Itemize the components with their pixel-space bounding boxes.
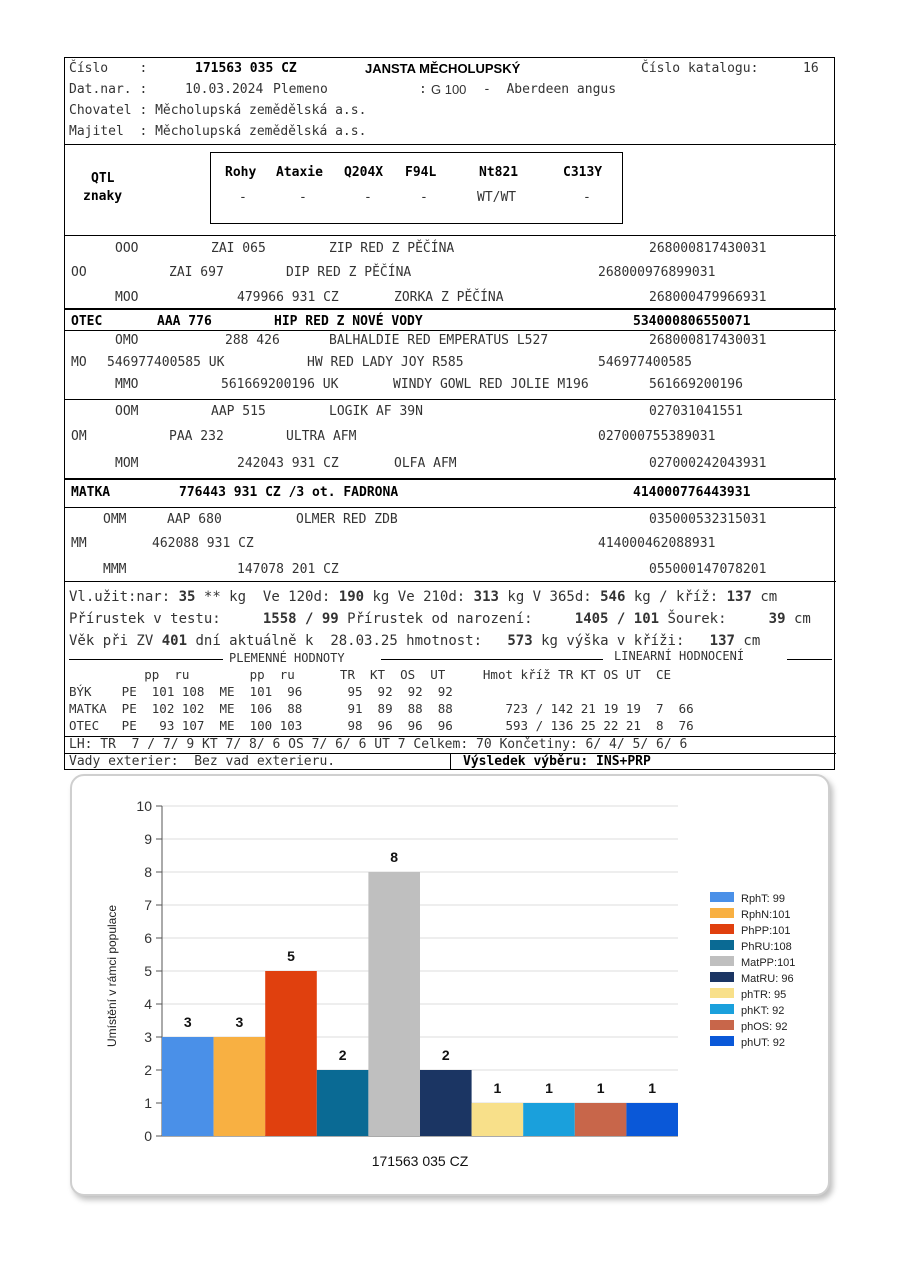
ped-mmm-id: 147078 201 CZ xyxy=(237,562,339,577)
ped-mom-num: 027000242043931 xyxy=(649,456,767,471)
vysledek-vyberu: Výsledek výběru: INS+PRP xyxy=(463,754,651,769)
breeding-card xyxy=(64,57,835,770)
bar xyxy=(214,1037,266,1136)
ped-moo-code: MOO xyxy=(115,290,139,305)
cislo-value: 171563 035 CZ xyxy=(195,61,297,76)
ped-mmm-code: MMM xyxy=(103,562,127,577)
matka-id: 776443 931 CZ /3 ot. FADRONA xyxy=(179,485,399,500)
legend-swatch xyxy=(710,892,734,902)
ped-mo-num: 546977400585 xyxy=(598,355,692,370)
legend-swatch xyxy=(710,972,734,982)
ped-oo-name: DIP RED Z PĚČÍNA xyxy=(286,265,412,280)
plemenne-hodnoty-title: PLEMENNÉ HODNOTY xyxy=(229,651,345,665)
plemeno-sep: : xyxy=(419,82,427,97)
legend-swatch xyxy=(710,1004,734,1014)
ped-mmo-id: 561669200196 UK xyxy=(221,377,339,392)
ped-oo-id: ZAI 697 xyxy=(169,265,224,280)
qtl-header-f94l: F94L xyxy=(405,165,437,180)
ped-omo-name: BALHALDIE RED EMPERATUS L527 xyxy=(329,333,549,348)
qtl-header-q204x: Q204X xyxy=(344,165,384,180)
legend-label: PhPP:101 xyxy=(741,925,791,937)
qtl-value-f94l: - xyxy=(420,190,428,205)
ped-mmm-num: 055000147078201 xyxy=(649,562,767,577)
matka-num: 414000776443931 xyxy=(633,485,751,500)
ped-mom-id: 242043 931 CZ xyxy=(237,456,339,471)
lh-line: LH: TR 7 / 7/ 9 KT 7/ 8/ 6 OS 7/ 6/ 6 UT 7 Celkem: 70 Končetiny: 6/ 4/ 5/ 6/ 6 xyxy=(69,737,688,752)
animal-name: JANSTA MĚCHOLUPSKÝ xyxy=(365,61,521,76)
vady-exterier: Vady exterier: Bez vad exterieru. xyxy=(69,754,336,769)
qtl-value-q204x: - xyxy=(364,190,372,205)
legend-label: phOS: 92 xyxy=(741,1021,788,1033)
ped-omo-num: 268000817430031 xyxy=(649,333,767,348)
y-tick-label: 10 xyxy=(136,798,152,814)
data-label: 2 xyxy=(441,1047,450,1063)
ped-mmo-num: 561669200196 xyxy=(649,377,743,392)
ped-ooo-num: 268000817430031 xyxy=(649,241,767,256)
y-tick-label: 8 xyxy=(144,864,152,880)
y-axis-label: Umístění v rámci populace xyxy=(105,904,119,1048)
ped-om-code: OM xyxy=(71,429,87,444)
linearni-hodnoceni-title: LINEARNÍ HODNOCENÍ xyxy=(614,649,745,663)
qtl-header-ataxie: Ataxie xyxy=(276,165,323,180)
ped-mmo-name: WINDY GOWL RED JOLIE M196 xyxy=(393,377,589,392)
ped-mm-code: MM xyxy=(71,536,87,551)
ped-omm-name: OLMER RED ZDB xyxy=(296,512,398,527)
values-row-matka: MATKA PE 102 102 ME 106 88 91 89 88 88 723 / 142 21 19 19 7 66 xyxy=(69,701,694,716)
y-tick-label: 9 xyxy=(144,831,152,847)
y-tick-label: 1 xyxy=(144,1095,152,1111)
performance-line-2: Přírustek v testu: 1558 / 99 Přírustek od narození: 1405 / 101 Šourek: 39 cm xyxy=(69,611,811,627)
ped-oom-num: 027031041551 xyxy=(649,404,743,419)
ped-omo-id: 288 426 xyxy=(225,333,280,348)
qtl-header-c313y: C313Y xyxy=(563,165,603,180)
ped-oom-id: AAP 515 xyxy=(211,404,266,419)
plemeno-name: - Aberdeen angus xyxy=(483,82,617,97)
bar xyxy=(575,1103,627,1136)
chart-frame xyxy=(70,774,830,1196)
ped-oo-code: OO xyxy=(71,265,87,280)
data-label: 1 xyxy=(545,1080,553,1096)
ped-mo-name: HW RED LADY JOY R585 xyxy=(307,355,464,370)
data-label: 1 xyxy=(648,1080,657,1096)
cislo-label: Číslo : xyxy=(69,61,148,76)
qtl-header-rohy: Rohy xyxy=(225,165,257,180)
katalog-value: 16 xyxy=(803,61,819,76)
bar xyxy=(420,1070,472,1136)
ped-mom-code: MOM xyxy=(115,456,139,471)
bar xyxy=(317,1070,369,1136)
katalog-label: Číslo katalogu: xyxy=(641,61,759,76)
legend-swatch xyxy=(710,940,734,950)
ped-om-id: PAA 232 xyxy=(169,429,224,444)
majitel: Majitel : Měcholupská zemědělská a.s. xyxy=(69,124,367,139)
bar xyxy=(472,1103,524,1136)
ped-mm-id: 462088 931 CZ xyxy=(152,536,254,551)
legend-label: PhRU:108 xyxy=(741,941,792,953)
legend-label: RphN:101 xyxy=(741,909,791,921)
values-row-otec: OTEC PE 93 107 ME 100 103 98 96 96 96 593 / 136 25 22 21 8 76 xyxy=(69,718,694,733)
performance-line-3: Věk při ZV 401 dní aktuálně k 28.03.25 hmotnost: 573 kg výška v kříži: 137 cm xyxy=(69,633,761,649)
qtl-value-rohy: - xyxy=(239,190,247,205)
values-header: pp ru pp ru TR KT OS UT Hmot kříž TR KT OS UT CE xyxy=(69,667,672,682)
ped-moo-num: 268000479966931 xyxy=(649,290,767,305)
ped-mm-num: 414000462088931 xyxy=(598,536,716,551)
ped-omm-id: AAP 680 xyxy=(167,512,222,527)
legend-swatch xyxy=(710,924,734,934)
data-label: 1 xyxy=(596,1080,605,1096)
y-tick-label: 4 xyxy=(144,996,152,1012)
data-label: 5 xyxy=(287,948,295,964)
values-row-byk: BÝK PE 101 108 ME 101 96 95 92 92 92 xyxy=(69,684,453,699)
bar xyxy=(523,1103,575,1136)
bar xyxy=(265,971,317,1136)
qtl-value-nt821: WT/WT xyxy=(477,190,517,205)
datnar-value: 10.03.2024 xyxy=(185,82,264,97)
legend-label: phTR: 95 xyxy=(741,989,787,1001)
ped-omm-num: 035000532315031 xyxy=(649,512,767,527)
bar xyxy=(626,1103,678,1136)
qtl-znaky-label: znaky xyxy=(83,189,123,204)
otec-code: OTEC xyxy=(71,314,103,329)
bar xyxy=(162,1037,214,1136)
otec-id: AAA 776 xyxy=(157,314,212,329)
y-tick-label: 6 xyxy=(144,930,152,946)
legend-label: RphT: 99 xyxy=(741,893,786,905)
qtl-value-c313y: - xyxy=(583,190,591,205)
y-tick-label: 7 xyxy=(144,897,152,913)
ped-omo-code: OMO xyxy=(115,333,139,348)
bar-chart xyxy=(72,776,828,1194)
legend-swatch xyxy=(710,1036,734,1046)
data-label: 2 xyxy=(338,1047,347,1063)
ped-om-name: ULTRA AFM xyxy=(286,429,357,444)
ped-ooo-id: ZAI 065 xyxy=(211,241,266,256)
x-axis-label: 171563 035 CZ xyxy=(371,1153,469,1169)
ped-moo-id: 479966 931 CZ xyxy=(237,290,339,305)
data-label: 3 xyxy=(183,1014,192,1030)
ped-ooo-name: ZIP RED Z PĚČÍNA xyxy=(329,241,455,256)
ped-oom-code: OOM xyxy=(115,404,139,419)
data-label: 8 xyxy=(390,849,399,865)
ped-mo-code: MO xyxy=(71,355,87,370)
legend-label: MatRU: 96 xyxy=(741,973,794,985)
legend-swatch xyxy=(710,988,734,998)
data-label: 1 xyxy=(493,1080,502,1096)
legend-label: MatPP:101 xyxy=(741,957,796,969)
ped-mo-id: 546977400585 UK xyxy=(107,355,225,370)
ped-ooo-code: OOO xyxy=(115,241,139,256)
y-tick-label: 0 xyxy=(144,1128,152,1144)
performance-line-1: Vl.užit:nar: 35 ** kg Ve 120d: 190 kg Ve 210d: 313 kg V 365d: 546 kg / kříž: 137 cm xyxy=(69,589,778,605)
otec-name: HIP RED Z NOVÉ VODY xyxy=(274,314,423,329)
legend-swatch xyxy=(710,908,734,918)
ped-moo-name: ZORKA Z PĚČÍNA xyxy=(394,290,504,305)
chovatel: Chovatel : Měcholupská zemědělská a.s. xyxy=(69,103,367,118)
qtl-value-ataxie: - xyxy=(299,190,307,205)
data-label: 3 xyxy=(235,1014,244,1030)
y-tick-label: 3 xyxy=(144,1029,152,1045)
y-tick-label: 2 xyxy=(144,1062,152,1078)
ped-oom-name: LOGIK AF 39N xyxy=(329,404,423,419)
ped-mmo-code: MMO xyxy=(115,377,139,392)
qtl-label: QTL xyxy=(91,171,115,186)
qtl-header-nt821: Nt821 xyxy=(479,165,519,180)
legend-swatch xyxy=(710,956,734,966)
matka-code: MATKA xyxy=(71,485,111,500)
legend-label: phUT: 92 xyxy=(741,1037,786,1049)
legend-label: phKT: 92 xyxy=(741,1005,785,1017)
datnar-label: Dat.nar. : xyxy=(69,82,148,97)
ped-oo-num: 268000976899031 xyxy=(598,265,716,280)
y-tick-label: 5 xyxy=(144,963,152,979)
ped-mom-name: OLFA AFM xyxy=(394,456,457,471)
qtl-box xyxy=(210,152,623,224)
bar xyxy=(368,872,420,1136)
legend-swatch xyxy=(710,1020,734,1030)
plemeno-label: Plemeno xyxy=(273,82,328,97)
ped-omm-code: OMM xyxy=(103,512,127,527)
plemeno-code: G 100 xyxy=(431,82,467,97)
ped-om-num: 027000755389031 xyxy=(598,429,716,444)
otec-num: 534000806550071 xyxy=(633,314,751,329)
